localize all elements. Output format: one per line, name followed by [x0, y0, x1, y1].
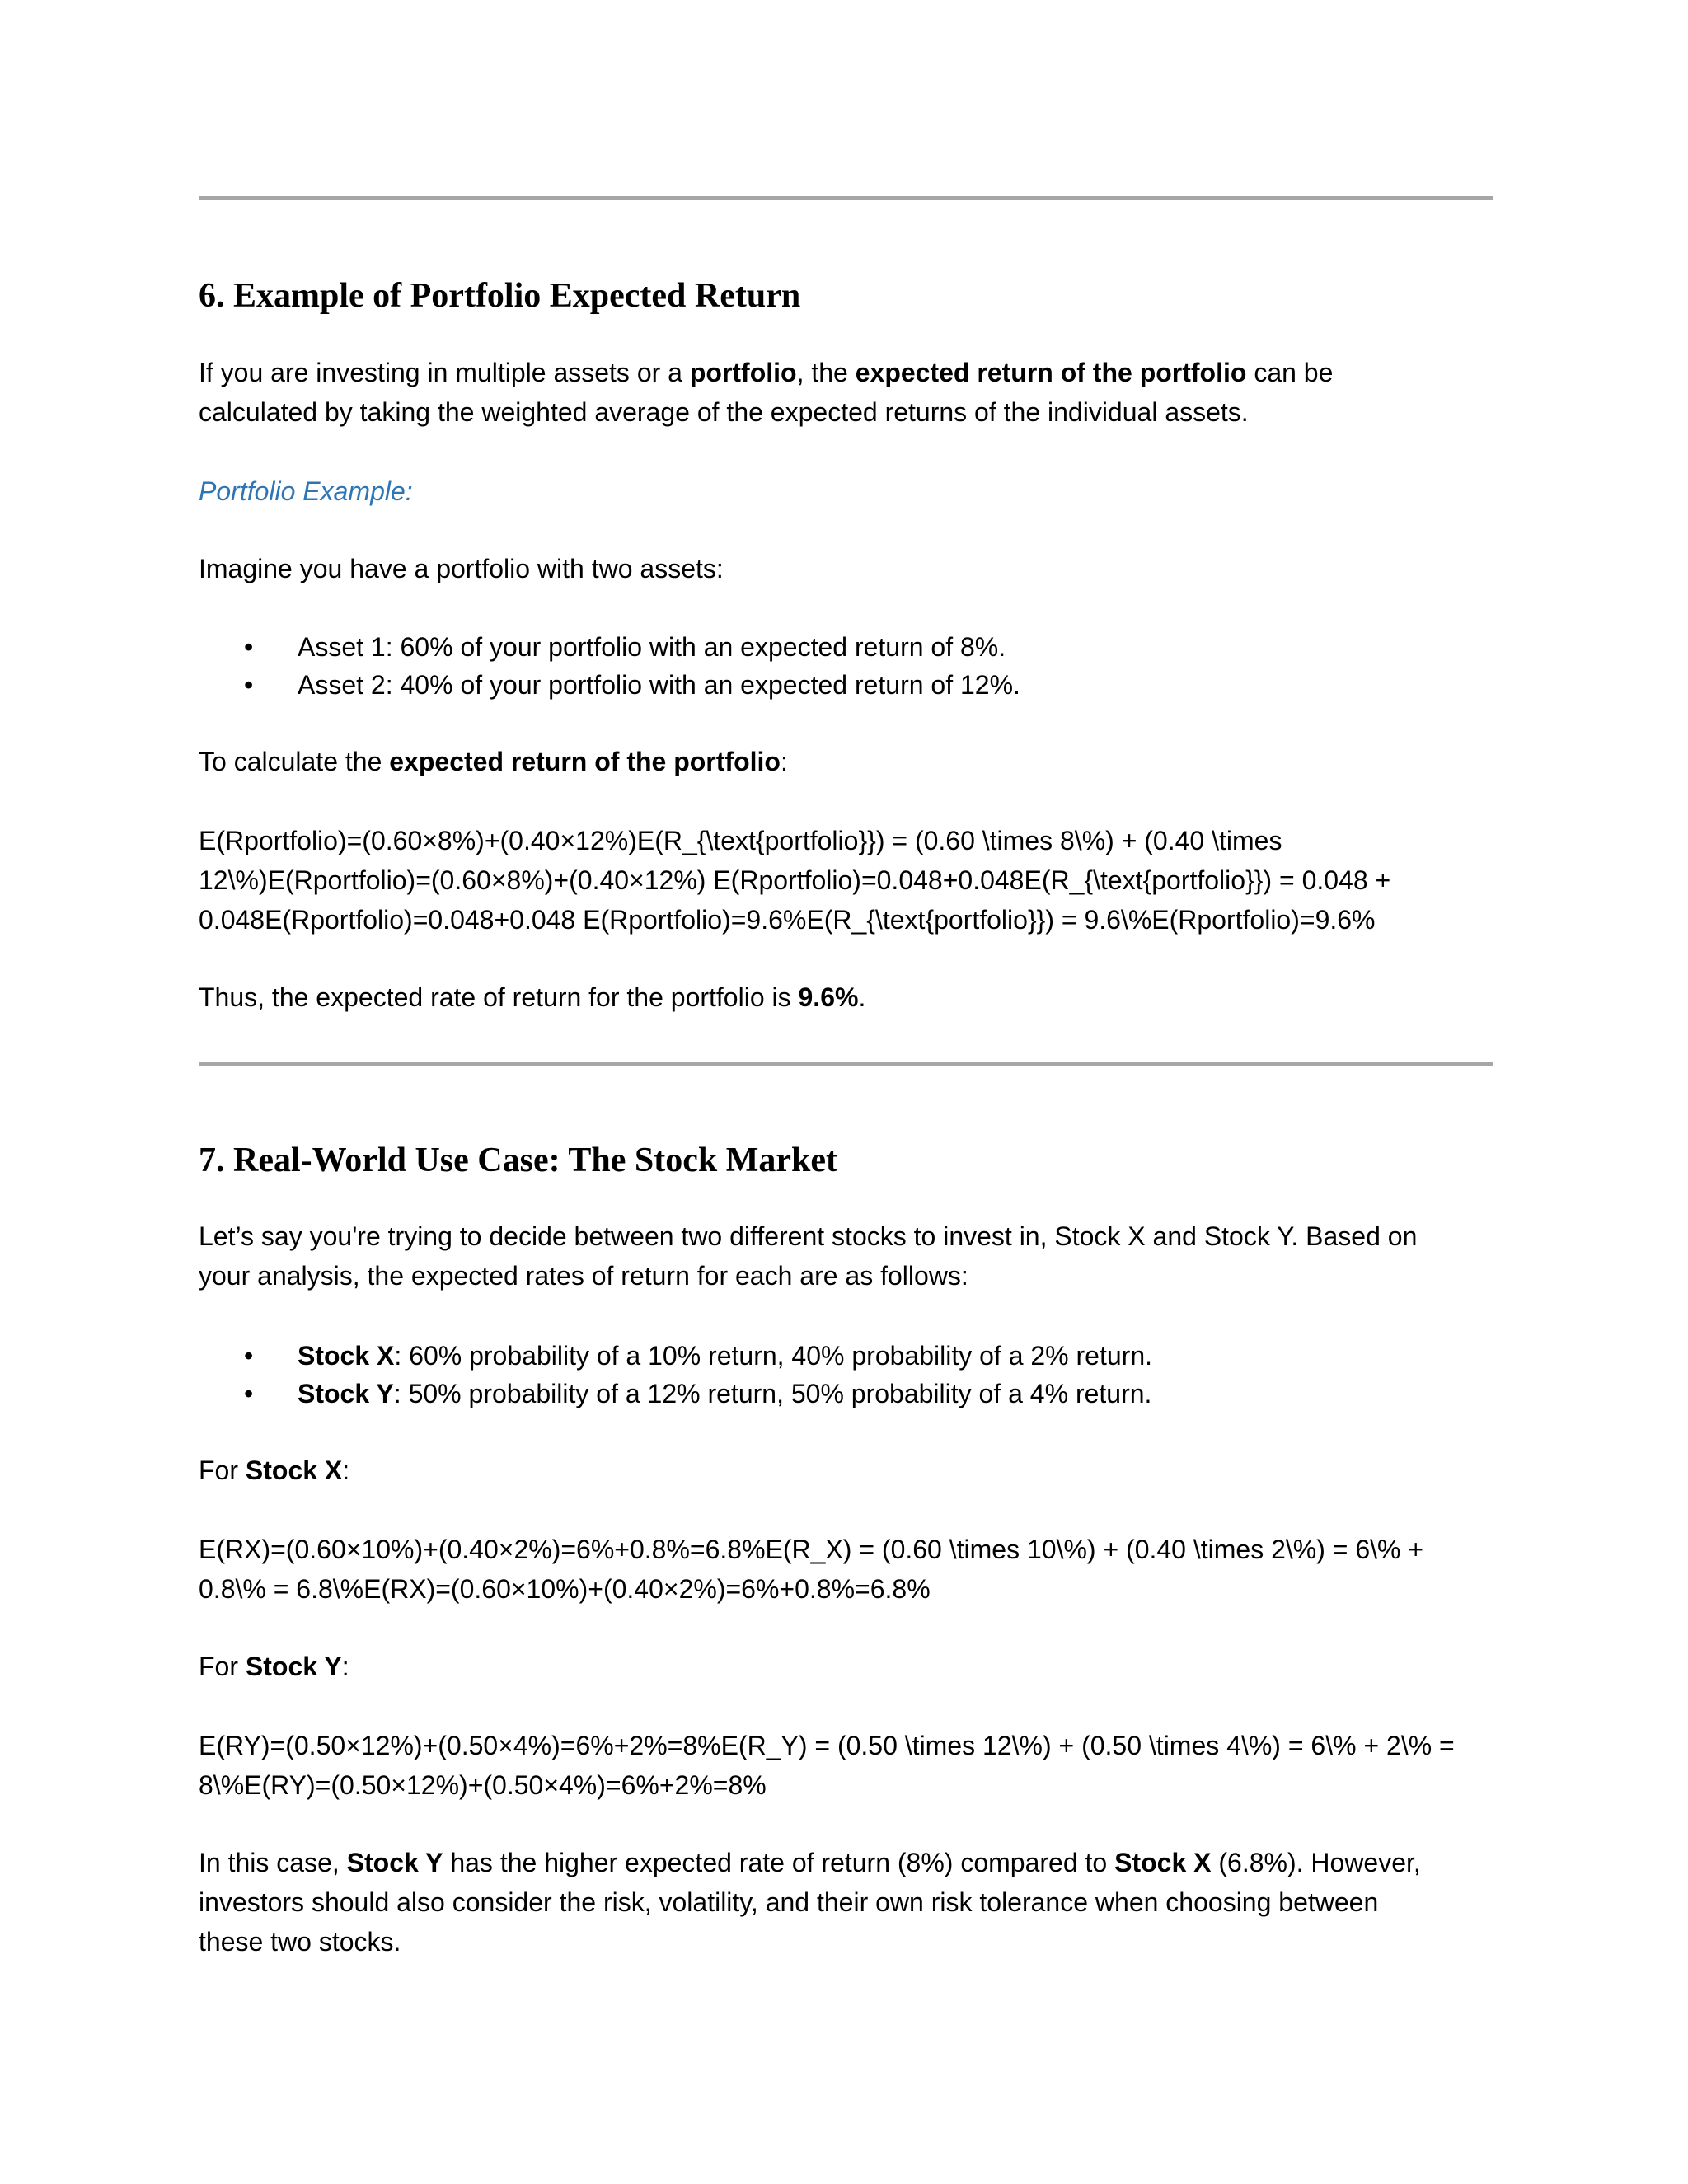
intro-7-line-2: your analysis, the expected rates of return for each are as follows: — [199, 1261, 968, 1291]
list-item — [199, 1337, 1493, 1375]
thus-bold-value: 9.6% — [798, 982, 859, 1012]
conclusion-text-3: (6.8%). However, — [1211, 1848, 1421, 1877]
horizontal-rule-top — [199, 196, 1493, 200]
imagine-paragraph — [199, 549, 1493, 588]
formula-x-line-2: 0.8\% = 6.8\%E(RX)=(0.60×10%)+(0.40×2%)=6%+0.8%=6.8% — [199, 1574, 931, 1604]
for-x-text-1: For — [199, 1455, 246, 1485]
formula-line-3: 0.048E(Rportfolio)=0.048+0.048 E(Rportfolio)=9.6%E(R_{\text{portfolio}}) = 9.6\%E(Rportfolio)=9.6% — [199, 905, 1376, 935]
for-y-text-1: For — [199, 1652, 246, 1681]
section-6-heading: 6. Example of Portfolio Expected Return — [199, 277, 801, 315]
section-7-intro — [199, 1216, 1493, 1296]
for-y-bold: Stock Y — [245, 1652, 342, 1681]
stock-x-label: Stock X — [298, 1341, 395, 1371]
for-x-text-2: : — [342, 1455, 350, 1485]
imagine-text: Imagine you have a portfolio with two assets: — [199, 554, 724, 583]
portfolio-formula — [199, 821, 1493, 940]
bullet-icon: • — [244, 1379, 254, 1408]
section-7-heading: 7. Real-World Use Case: The Stock Market — [199, 1141, 837, 1179]
asset-1-text: Asset 1: 60% of your portfolio with an expected return of 8%. — [298, 632, 1006, 662]
thus-line — [199, 977, 1493, 1017]
thus-text-1: Thus, the expected rate of return for the portfolio is — [199, 982, 799, 1012]
for-y-line — [199, 1647, 1493, 1686]
conclusion-bold-stock-y: Stock Y — [346, 1848, 443, 1877]
conclusion-line-3: these two stocks. — [199, 1927, 401, 1957]
bullet-icon: • — [244, 632, 254, 662]
conclusion-bold-stock-x: Stock X — [1114, 1848, 1212, 1877]
for-stock-y — [199, 1647, 1493, 1686]
section-6-intro — [199, 353, 1493, 432]
stock-x-text: : 60% probability of a 10% return, 40% probability of a 2% return. — [394, 1341, 1152, 1371]
bullet-icon: • — [244, 670, 254, 700]
intro-bold-expected-return: expected return of the portfolio — [855, 358, 1247, 387]
conclusion-paragraph — [199, 1843, 1493, 1961]
conclusion-line-1 — [199, 1843, 1493, 1882]
intro-text-3: can be — [1246, 358, 1334, 387]
stock-bullet-list — [199, 1337, 1493, 1413]
stock-y-label: Stock Y — [298, 1379, 394, 1408]
intro-line-1 — [199, 353, 1493, 392]
intro-7-line-1: Let’s say you're trying to decide between two different stocks to invest in, Stock X and Stock Y. Based on — [199, 1221, 1418, 1251]
asset-2-text: Asset 2: 40% of your portfolio with an expected return of 12%. — [298, 670, 1020, 700]
bullet-icon: • — [244, 1341, 254, 1371]
horizontal-rule-middle — [199, 1062, 1493, 1066]
formula-y-line-1: E(RY)=(0.50×12%)+(0.50×4%)=6%+2%=8%E(R_Y) = (0.50 \times 12\%) + (0.50 \times 4\%) = 6\% + 2\% = — [199, 1731, 1455, 1760]
formula-y-line-2: 8\%E(RY)=(0.50×12%)+(0.50×4%)=6%+2%=8% — [199, 1770, 767, 1800]
calc-bold: expected return of the portfolio — [389, 747, 781, 776]
calc-text-2: : — [780, 747, 788, 776]
conclusion-text-2: has the higher expected rate of return (8%) compared to — [443, 1848, 1115, 1877]
thus-text-2: . — [858, 982, 866, 1012]
for-x-line — [199, 1451, 1493, 1490]
thus-paragraph — [199, 977, 1493, 1017]
for-y-text-2: : — [341, 1652, 349, 1681]
calculate-paragraph — [199, 742, 1493, 781]
conclusion-text-1: In this case, — [199, 1848, 347, 1877]
formula-line-1: E(Rportfolio)=(0.60×8%)+(0.40×12%)E(R_{\text{portfolio}}) = (0.60 \times 8\%) + (0.40 \times — [199, 826, 1282, 855]
list-item — [199, 628, 1493, 666]
formula-line-2: 12\%)E(Rportfolio)=(0.60×8%)+(0.40×12%) E(Rportfolio)=0.048+0.048E(R_{\text{portfolio}}) = 0.048 + — [199, 865, 1391, 895]
intro-bold-portfolio: portfolio — [689, 358, 797, 387]
conclusion-line-2: investors should also consider the risk, volatility, and their own risk tolerance when choosing between — [199, 1887, 1379, 1917]
portfolio-example-subtitle: Portfolio Example: — [199, 476, 413, 506]
asset-bullet-list — [199, 628, 1493, 704]
list-item — [199, 666, 1493, 704]
intro-text-1: If you are investing in multiple assets or a — [199, 358, 690, 387]
formula-x-line-1: E(RX)=(0.60×10%)+(0.40×2%)=6%+0.8%=6.8%E(R_X) = (0.60 \times 10\%) + (0.40 \times 2\%) = 6\% + — [199, 1535, 1424, 1564]
for-x-bold: Stock X — [245, 1455, 343, 1485]
stock-y-text: : 50% probability of a 12% return, 50% probability of a 4% return. — [393, 1379, 1152, 1408]
calc-text-1: To calculate the — [199, 747, 390, 776]
calculate-line — [199, 742, 1493, 781]
intro-text-2: , the — [796, 358, 856, 387]
stock-x-formula — [199, 1530, 1493, 1609]
for-stock-x — [199, 1451, 1493, 1490]
intro-line-2: calculated by taking the weighted average of the expected returns of the individual assets. — [199, 397, 1249, 427]
stock-y-formula — [199, 1726, 1493, 1805]
list-item — [199, 1375, 1493, 1413]
